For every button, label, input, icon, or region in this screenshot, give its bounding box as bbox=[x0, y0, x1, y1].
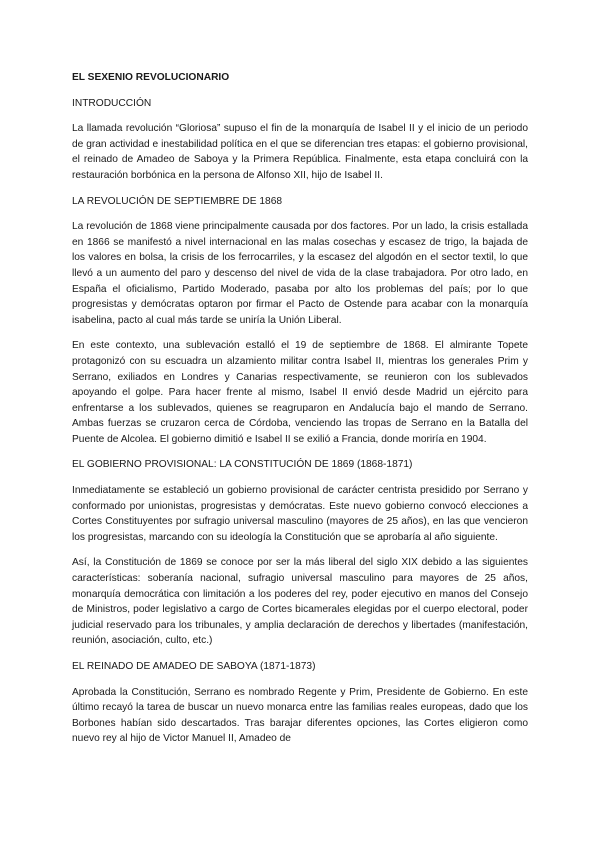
paragraph: La llamada revolución “Gloriosa” supuso el fin de la monarquía de Isabel II y el inicio de un periodo de gran actividad e inestabilidad política en el que se diferencian tres etapas: el gobierno provisional, el reinado de Amadeo de Saboya y la Primera República. Finalmente, esta etapa concluirá con la restauración borbónica en la persona de Alfonso XII, hijo de Isabel II. bbox=[72, 123, 528, 181]
paragraph: En este contexto, una sublevación estalló el 19 de septiembre de 1868. El almirante Topete protagonizó con su escuadra un alzamiento militar contra Isabel II, mientras los generales Prim y Serrano, exiliados en Londres y Canarias respectivamente, se reunieron con los sublevados apoyando el golpe. Para hacer frente al mismo, Isabel II envió desde Madrid un ejército para enfrentarse a los sublevados, quienes se reagruparon en Andalucía bajo el mando de Serrano. Ambas fuerzas se cruzaron cerca de Córdoba, venciendo las tropas de Serrano en la Batalla del Puente de Alcolea. El gobierno dimitió e Isabel II se exilió a Francia, donde moriría en 1904. bbox=[72, 340, 528, 445]
section-revolucion-1868 bbox=[72, 194, 528, 448]
section-heading: INTRODUCCIÓN bbox=[72, 97, 152, 109]
section-heading: LA REVOLUCIÓN DE SEPTIEMBRE DE 1868 bbox=[72, 195, 283, 207]
section-heading: EL GOBIERNO PROVISIONAL: LA CONSTITUCIÓN DE 1869 (1868-1871) bbox=[72, 459, 413, 471]
section-amadeo-de-saboya bbox=[72, 659, 528, 747]
paragraph: Aprobada la Constitución, Serrano es nombrado Regente y Prim, Presidente de Gobierno. En este último recayó la tarea de buscar un nuevo monarca entre las familias reales europeas, dado que los Borbones habían sido descartados. Tras barajar diferentes opciones, las Cortes eligieron como nuevo rey al hijo de Victor Manuel II, Amadeo de bbox=[72, 686, 528, 745]
section-introduccion bbox=[72, 96, 528, 184]
paragraph: Así, la Constitución de 1869 se conoce por ser la más liberal del siglo XIX debido a las siguientes características: soberanía nacional, sufragio universal masculino para mayores de 25 años, monarquía democrática con limitación a los poderes del rey, poder ejecutivo en manos del Consejo de Ministros, poder legislativo a cargo de Cortes bicamerales elegidas por el cuerpo electoral, poder judicial reservado para los tribunales, y amplia declaración de derechos y libertades (manifestación, reunión, asociación, culto, etc.) bbox=[72, 557, 528, 647]
paragraph: La revolución de 1868 viene principalmente causada por dos factores. Por un lado, la crisis estallada en 1866 se manifestó a nivel internacional en las malas cosechas y escasez de trigo, la bajada de los valores en bolsa, la crisis de los ferrocarriles, y la escasez del algodón en el sector textil, lo que llevó a un aumento del paro y descenso del nivel de vida de la clase trabajadora. Por otro lado, en España el oficialismo, Partido Moderado, pasaba por alto los problemas del país; por lo que progresistas y demócratas optaron por firmar el Pacto de Ostende para acabar con la monarquía isabelina, pacto al cual más tarde se uniría la Unión Liberal. bbox=[72, 221, 528, 326]
document-body bbox=[72, 70, 528, 757]
section-heading: EL REINADO DE AMADEO DE SABOYA (1871-1873) bbox=[72, 661, 316, 672]
document-title: EL SEXENIO REVOLUCIONARIO bbox=[72, 72, 230, 83]
section-gobierno-provisional bbox=[72, 457, 528, 649]
paragraph: Inmediatamente se estableció un gobierno provisional de carácter centrista presidido por Serrano y conformado por unionistas, progresistas y demócratas. Este nuevo gobierno convocó elecciones a Cortes Constituyentes por sufragio universal masculino (mayores de 25 años), en las que vencieron los progresistas, marcando con su ideología la Constitución que se aprobaría al año siguiente. bbox=[72, 485, 528, 543]
